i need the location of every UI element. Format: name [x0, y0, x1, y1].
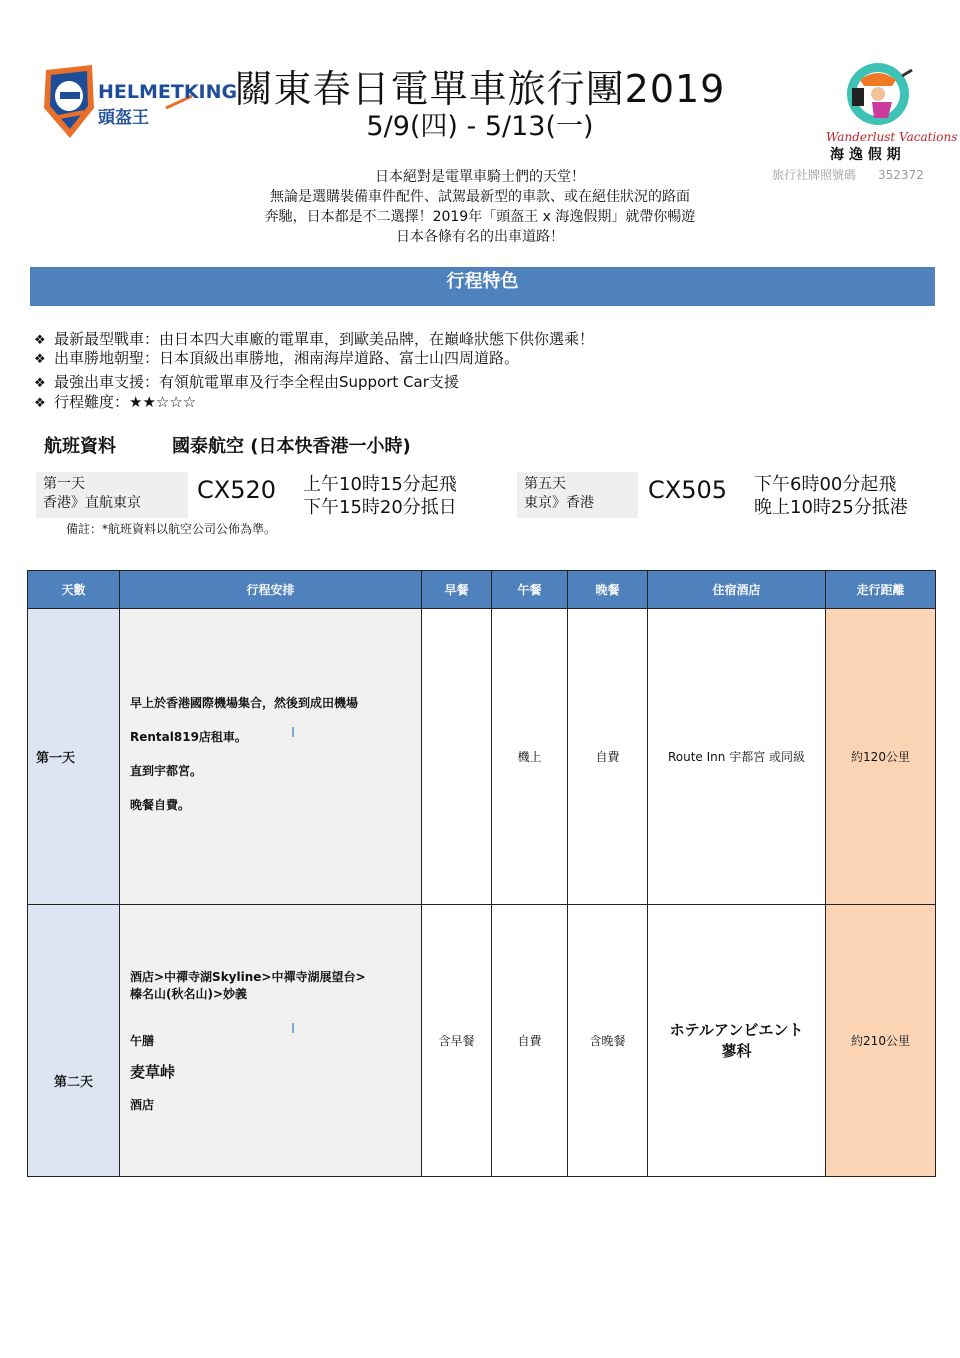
diamond-bullet-icon: ❖: [34, 333, 46, 348]
diamond-bullet-icon: ❖: [34, 376, 46, 391]
col-header-plan: 行程安排: [120, 571, 422, 609]
outbound-route: 香港》直航東京: [43, 495, 141, 511]
breakfast-cell: 含早餐: [422, 905, 492, 1177]
plan-line: 酒店: [130, 1098, 155, 1112]
dinner-cell: 自費: [568, 609, 648, 905]
outbound-times: [303, 473, 457, 519]
inbound-route-box: [517, 472, 638, 518]
dinner-cell: 含晚餐: [568, 905, 648, 1177]
itinerary-table: [27, 570, 936, 1177]
inbound-flight-number: CX505: [648, 476, 728, 504]
plan-line: 早上於香港國際機場集合，然後到成田機場: [130, 696, 359, 710]
cursor-mark: [292, 727, 294, 737]
col-header-lunch: 午餐: [492, 571, 568, 609]
feature-item: ❖ 行程難度：★★☆☆☆: [34, 393, 197, 411]
intro-line: 無論是選購裝備車件配件、試駕最新型的車款、或在絕佳狀況的路面: [270, 189, 690, 205]
table-row: [28, 905, 936, 1177]
table-header-row: [28, 571, 936, 609]
breakfast-cell: [422, 609, 492, 905]
intro-line: 奔馳，日本都是不二選擇！2019年「頭盔王 x 海逸假期」就帶你暢遊: [264, 209, 696, 225]
outbound-day: 第一天: [43, 476, 85, 492]
inbound-route: 東京》香港: [524, 495, 594, 511]
hotel-name-line2: 蓼科: [721, 1041, 752, 1060]
inbound-arrive: 晚上10時25分抵港: [754, 497, 908, 518]
plan-line: 酒店>中禪寺湖Skyline>中禪寺湖展望台>: [130, 970, 366, 984]
cursor-mark: [292, 1023, 294, 1033]
distance-cell: 約210公里: [826, 905, 936, 1177]
outbound-depart: 上午10時15分起飛: [303, 474, 457, 495]
hotel-cell: [648, 905, 826, 1177]
brand-right-cn: 海 逸 假 期: [830, 147, 901, 163]
license-label: 旅行社牌照號碼: [772, 168, 857, 182]
inbound-day: 第五天: [524, 476, 566, 492]
outbound-flight-number: CX520: [197, 476, 277, 504]
inbound-times: [754, 473, 908, 519]
plan-line: 午膳: [130, 1034, 155, 1048]
intro-paragraph: [200, 167, 760, 247]
lunch-cell: 自費: [492, 905, 568, 1177]
col-header-breakfast: 早餐: [422, 571, 492, 609]
feature-item: ❖ 最新最型戰車：由日本四大車廠的電單車，到歐美品牌，在巔峰狀態下供你選乘！: [34, 330, 595, 348]
diamond-bullet-icon: ❖: [34, 352, 46, 367]
table-row: [28, 609, 936, 905]
flight-remark: 備註：*航班資料以航空公司公佈為準。: [66, 522, 277, 536]
feature-item: ❖ 最強出車支援：有領航電單車及行李全程由Support Car支援: [34, 373, 459, 391]
plan-cell: [120, 905, 422, 1177]
plan-cell: [120, 609, 422, 905]
col-header-day: 天數: [28, 571, 120, 609]
wanderlust-logo: [822, 62, 958, 163]
distance-cell: 約120公里: [826, 609, 936, 905]
features-heading-bar: 行程特色: [30, 267, 935, 306]
lunch-cell: 機上: [492, 609, 568, 905]
plan-line: 直到宇都宮。: [130, 764, 203, 778]
plan-line: 晚餐自費。: [130, 798, 191, 812]
brand-right-name: Wanderlust Vacations: [826, 130, 958, 144]
intro-line: 日本各條有名的出車道路！: [396, 229, 564, 245]
brand-left-cn: 頭盔王: [98, 108, 149, 128]
page-title: 關東春日電單車旅行團2019: [234, 67, 726, 111]
airline-name: 國泰航空 (日本快香港一小時): [172, 436, 411, 457]
outbound-route-box: [36, 472, 188, 518]
plan-line: Rental819店租車。: [130, 730, 247, 744]
intro-line: 日本絕對是電單車騎士們的天堂！: [375, 169, 585, 185]
feature-item: ❖ 出車勝地朝聖：日本頂級出車勝地，湘南海岸道路、富士山四周道路。: [34, 349, 520, 367]
plan-line: 榛名山(秋名山)>妙義: [130, 987, 248, 1001]
flight-info-heading: 航班資料: [44, 436, 116, 457]
travel-license: [772, 166, 924, 183]
col-header-hotel: 住宿酒店: [648, 571, 826, 609]
col-header-distance: 走行距離: [826, 571, 936, 609]
day-cell: 第一天: [28, 609, 120, 905]
inbound-depart: 下午6時00分起飛: [754, 474, 897, 495]
license-number: 352372: [878, 168, 924, 182]
col-header-dinner: 晚餐: [568, 571, 648, 609]
hotel-name-line1: ホテルアンビエント: [669, 1020, 804, 1039]
outbound-arrive: 下午15時20分抵日: [303, 497, 457, 518]
brand-left-name: HELMETKING: [98, 81, 238, 103]
diamond-bullet-icon: ❖: [34, 396, 46, 411]
day-cell: 第二天: [28, 905, 120, 1177]
tour-dates: 5/9(四) - 5/13(一): [366, 111, 594, 142]
hotel-cell: Route Inn 宇都宮 或同級: [648, 609, 826, 905]
plan-line: 麦草峠: [130, 1063, 176, 1081]
